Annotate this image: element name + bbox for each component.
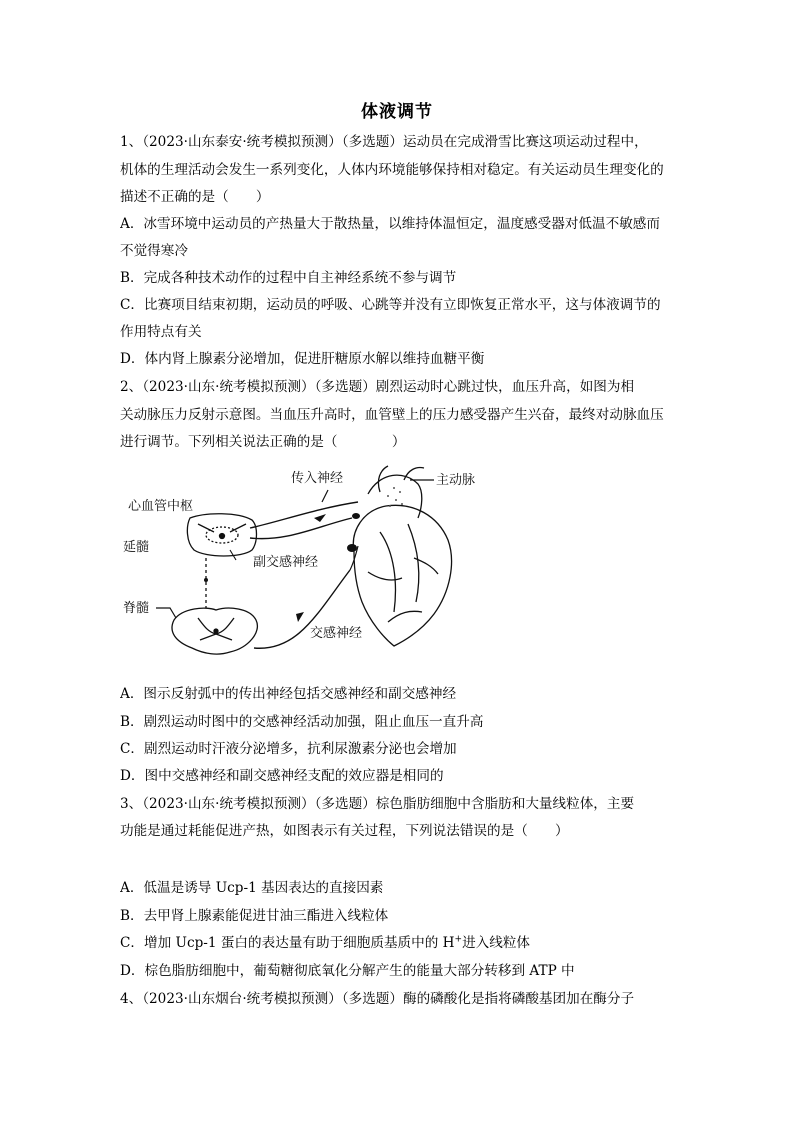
q2-option-d: D．图中交感神经和副交感神经支配的效应器是相同的 bbox=[120, 768, 444, 784]
label-spinal-cord: 脊髓 bbox=[123, 601, 150, 616]
q2-option-a: A．图示反射弧中的传出神经包括交感神经和副交感神经 bbox=[120, 686, 457, 702]
q3-option-c-tail: 进入线粒体 bbox=[462, 935, 531, 951]
baroreflex-figure bbox=[118, 462, 486, 674]
q3-option-c-text: C．增加 Ucp-1 蛋白的表达量有助于细胞质基质中的 H bbox=[120, 935, 455, 951]
medulla-drawing bbox=[187, 514, 256, 556]
q3-option-c bbox=[120, 934, 680, 952]
q3-option-a: A．低温是诱导 Ucp-1 基因表达的直接因素 bbox=[120, 880, 384, 896]
q3-option-d: D．棕色脂肪细胞中，葡萄糖彻底氧化分解产生的能量大部分转移到 ATP 中 bbox=[120, 963, 575, 979]
q1-stem-line-2: 机体的生理活动会发生一系列变化，人体内环境能够保持相对稳定。有关运动员生理变化的 bbox=[120, 162, 664, 178]
label-aorta: 主动脉 bbox=[436, 473, 476, 488]
q1-stem-line-3: 描述不正确的是（ ） bbox=[120, 189, 270, 205]
q2-stem-line-1: 2、（2023·山东·统考模拟预测）（多选题）剧烈运动时心跳过快，血压升高，如图为相 bbox=[120, 379, 635, 395]
label-medulla: 延髓 bbox=[123, 540, 150, 555]
q3-stem-line-2: 功能是通过耗能促进产热，如图表示有关过程，下列说法错误的是（ ） bbox=[120, 823, 569, 839]
q2-option-b: B．剧烈运动时图中的交感神经活动加强，阻止血压一直升高 bbox=[120, 714, 484, 730]
q1-option-a-line-1: A．冰雪环境中运动员的产热量大于散热量，以维持体温恒定，温度感受器对低温不敏感而 bbox=[120, 216, 660, 232]
afferent-nerve-line bbox=[250, 502, 358, 528]
label-sympathetic-text: 交感神经 bbox=[310, 626, 363, 641]
q3-option-c-superscript: + bbox=[454, 934, 463, 945]
heart-drawing bbox=[353, 466, 451, 646]
q1-option-a-line-2: 不觉得寒冷 bbox=[120, 243, 188, 259]
label-parasympathetic: 副交感神经 bbox=[253, 555, 319, 570]
q3-stem-line-1: 3、（2023·山东·统考模拟预测）（多选题）棕色脂肪细胞中含脂肪和大量线粒体，主要 bbox=[120, 796, 635, 812]
q2-stem-line-3: 进行调节。下列相关说法正确的是（ ） bbox=[120, 434, 406, 450]
q4-stem-line-1: 4、（2023·山东烟台·统考模拟预测）（多选题）酶的磷酸化是指将磷酸基团加在酶分子 bbox=[120, 991, 635, 1007]
q3-option-b: B．去甲肾上腺素能促进甘油三酯进入线粒体 bbox=[120, 908, 389, 924]
q1-option-c-line-2: 作用特点有关 bbox=[120, 324, 202, 340]
parasympathetic-nerve-line bbox=[250, 518, 352, 539]
q2-option-c: C．剧烈运动时汗液分泌增多，抗利尿激素分泌也会增加 bbox=[120, 741, 457, 757]
q2-stem-line-2: 关动脉压力反射示意图。当血压升高时，血管壁上的压力感受器产生兴奋，最终对动脉血压 bbox=[120, 407, 664, 423]
spinal-cord-drawing bbox=[172, 608, 257, 654]
label-cv-center: 心血管中枢 bbox=[128, 499, 194, 514]
q1-option-b: B．完成各种技术动作的过程中自主神经系统不参与调节 bbox=[120, 270, 457, 286]
page-title: 体液调节 bbox=[361, 102, 433, 122]
q1-option-c-line-1: C．比赛项目结束初期，运动员的呼吸、心跳等并没有立即恢复正常水平，这与体液调节的 bbox=[120, 297, 661, 313]
label-afferent-nerve: 传入神经 bbox=[291, 471, 344, 486]
q1-stem-line-1: 1、（2023·山东泰安·统考模拟预测）（多选题）运动员在完成滑雪比赛这项运动过程中， bbox=[120, 134, 648, 150]
q1-option-d: D．体内肾上腺素分泌增加，促进肝糖原水解以维持血糖平衡 bbox=[120, 351, 485, 367]
